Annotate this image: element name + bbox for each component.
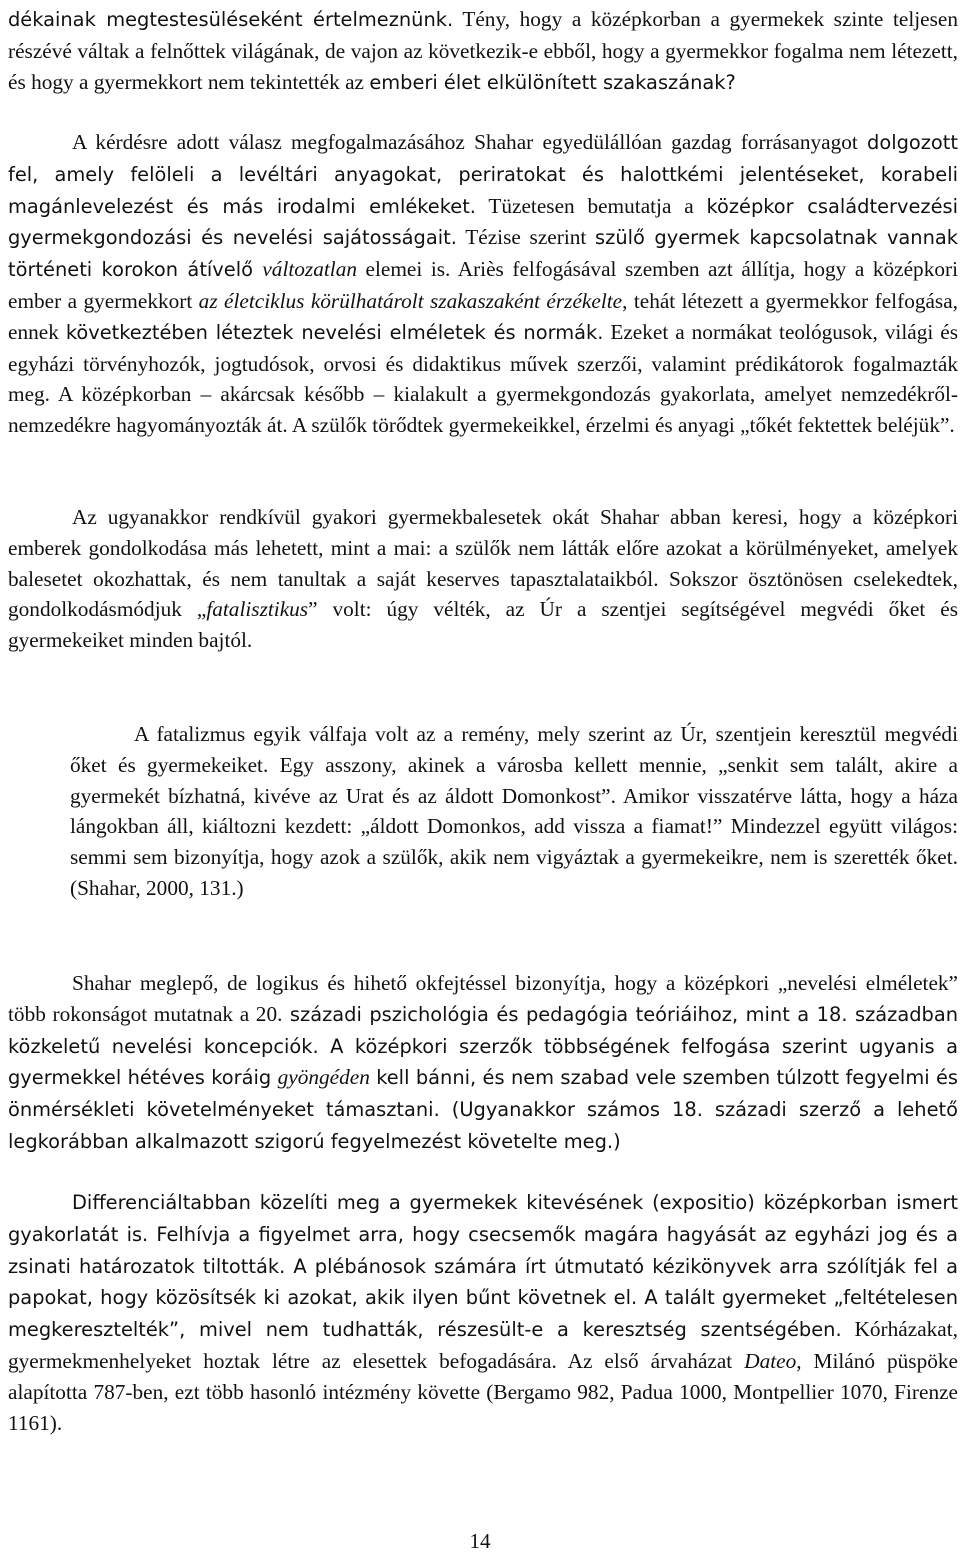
text-segment: ” volt: úgy vélték, az Úr a szentjei segítségével megvédi őket és gyermekeiket minden bajtól. bbox=[8, 597, 958, 653]
paragraph-1 bbox=[8, 4, 958, 98]
text-segment: Tény, hogy a középkorban a gyermekek szinte teljesen részévé váltak a felnőttek világának, de vajon az következik-e ebből, hogy a gyermekkor fogalma nem létezett, és hogy a gyermekkort nem tekintették az bbox=[8, 7, 958, 94]
paragraph-2 bbox=[8, 127, 958, 441]
text-segment: elemei is. Ariès felfogásával szemben azt állítja, hogy a középkori ember a gyermekkort bbox=[8, 257, 958, 313]
block-quote: A fatalizmus egyik válfaja volt az a remény, mely szerint az Úr, szentjein keresztül megvédi őket és gyermekeiket. Egy asszony, akinek a városba kellett mennie, „senkit sem talált, akire a gyermekét bízhatná, kivéve az Urat és az áldott Domonkost”. Amikor visszatérve látta, hogy a háza lángokban áll, kiáltozni kezdett: „áldott Domonkos, add vissza a fiamat!” Mindezzel együtt világos: semmi sem bizonyítja, hogy azok a szülők, akik nem vigyáztak a gyermekeikre, nem is szerették őket. (Shahar, 2000, 131.) bbox=[70, 722, 958, 900]
text-segment: A kérdésre adott válasz megfogalmazásához Shahar egyedülállóan gazdag forrásanyagot bbox=[72, 130, 868, 154]
text-segment: következtében léteztek nevelési elméletek és normák. bbox=[65, 320, 604, 344]
text-segment: Ezeket a normákat teológusok, világi és egyházi törvényhozók, jogtudósok, orvosi és didaktikus művek szerzői, valamint prédikátorok fogalmazták meg. A középkorban – akárcsak később – kialakult a gyermekgondozás gyakorlata, amelyet nemzedékről-nemzedékre hagyományozták át. A szülők törődtek gyermekeikkel, érzelmi és anyagi „tőkét fektettek beléjük”. bbox=[8, 319, 958, 438]
text-segment: dolgozott fel, amely felöleli a levéltári anyagokat, periratokat és halottkémi jelentéseket, korabeli magánlevelezést és más irodalmi emlékeket. bbox=[8, 131, 958, 218]
text-segment: kell bánni, és nem szabad vele szemben túlzott fegyelmi és önmérsékleti követelményeket támasztani. (Ugyanakkor számos 18. századi szerző a lehető legkorábban alkalmazott szigorú fegyelmezést követelte meg.) bbox=[8, 1066, 959, 1153]
text-segment: századi pszichológia és pedagógia teóriáihoz, mint a 18. században közkeletű nevelési koncepciók. A középkori szerzők többségének felfogása szerint ugyanis a gyermekkel hétéves koráig bbox=[8, 1002, 958, 1090]
text-segment: Differenciáltabban közelíti meg a gyermekek kitevésének (expositio) középkorban ismert gyakorlatát is. Felhívja a figyelmet arra, hogy csecsemők magára hagyását az egyházi jog és a zsinati határozatok tiltották. A plébánosok számára írt útmutató kézikönyvek arra szólítják fel a papokat, hogy közösítsék ki azokat, akik ilyen bűnt követnek el. A talált gyermeket „feltételesen megkeresztelték”, mivel nem tudhatták, részesült-e a keresztség szentségében. bbox=[8, 1191, 958, 1342]
emphasis-text: Dateo bbox=[744, 1348, 797, 1373]
page-number: 14 bbox=[469, 1529, 491, 1553]
text-segment: Shahar meglepő, de logikus és hihető okfejtéssel bizonyítja, hogy a középkori „nevelési elméletek” több rokonságot mutatnak a 20. bbox=[8, 971, 958, 1026]
paragraph-4 bbox=[8, 968, 958, 1158]
text-segment: Az ugyanakkor rendkívül gyakori gyermekbalesetek okát Shahar abban keresi, hogy a középkori emberek gondolkodása más lehetett, mint a mai: a szülők nem látták előre azokat a körülményeket, amelyek balesetet okozhattak, és nem tanultak a saját keserves tapasztalataikból. Sokszor ösztönösen cselekedtek, gondolkodásmódjuk „ bbox=[8, 505, 958, 622]
text-segment: , tehát létezett a gyermekkor felfogása, ennek bbox=[8, 288, 959, 344]
text-segment: , Milánó püspöke alapította 787-ben, ezt több hasonló intézmény követte (Bergamo 982, Padua 1000, Montpellier 1070, Firenze 1161). bbox=[8, 1348, 958, 1435]
text-segment: Kórházakat, gyermekmenhelyeket hoztak létre az elesettek befogadására. Az első árvaházat bbox=[8, 1317, 959, 1373]
text-segment: Tüzetesen bemutatja a bbox=[475, 193, 707, 218]
emphasis-text: az életciklus körülhatárolt szakaszaként érzékelte bbox=[198, 288, 623, 313]
text-segment: középkor családtervezési gyermekgondozási és nevelési sajátosságait. bbox=[8, 194, 958, 250]
emphasis-text: fatalisztikus bbox=[206, 597, 309, 622]
text-segment: dékainak megtestesüléseként értelmeznünk. bbox=[8, 8, 454, 31]
paragraph-5 bbox=[8, 1187, 958, 1438]
emphasis-text: gyöngéden bbox=[277, 1065, 370, 1090]
emphasis-text: változatlan bbox=[262, 257, 357, 282]
text-segment: Tézise szerint bbox=[456, 225, 596, 250]
text-segment: szülő gyermek kapcsolatnak vannak történeti korokon átívelő bbox=[8, 226, 958, 282]
paragraph-3 bbox=[8, 502, 958, 656]
text-segment: emberi élet elkülönített szakaszának? bbox=[369, 70, 736, 94]
